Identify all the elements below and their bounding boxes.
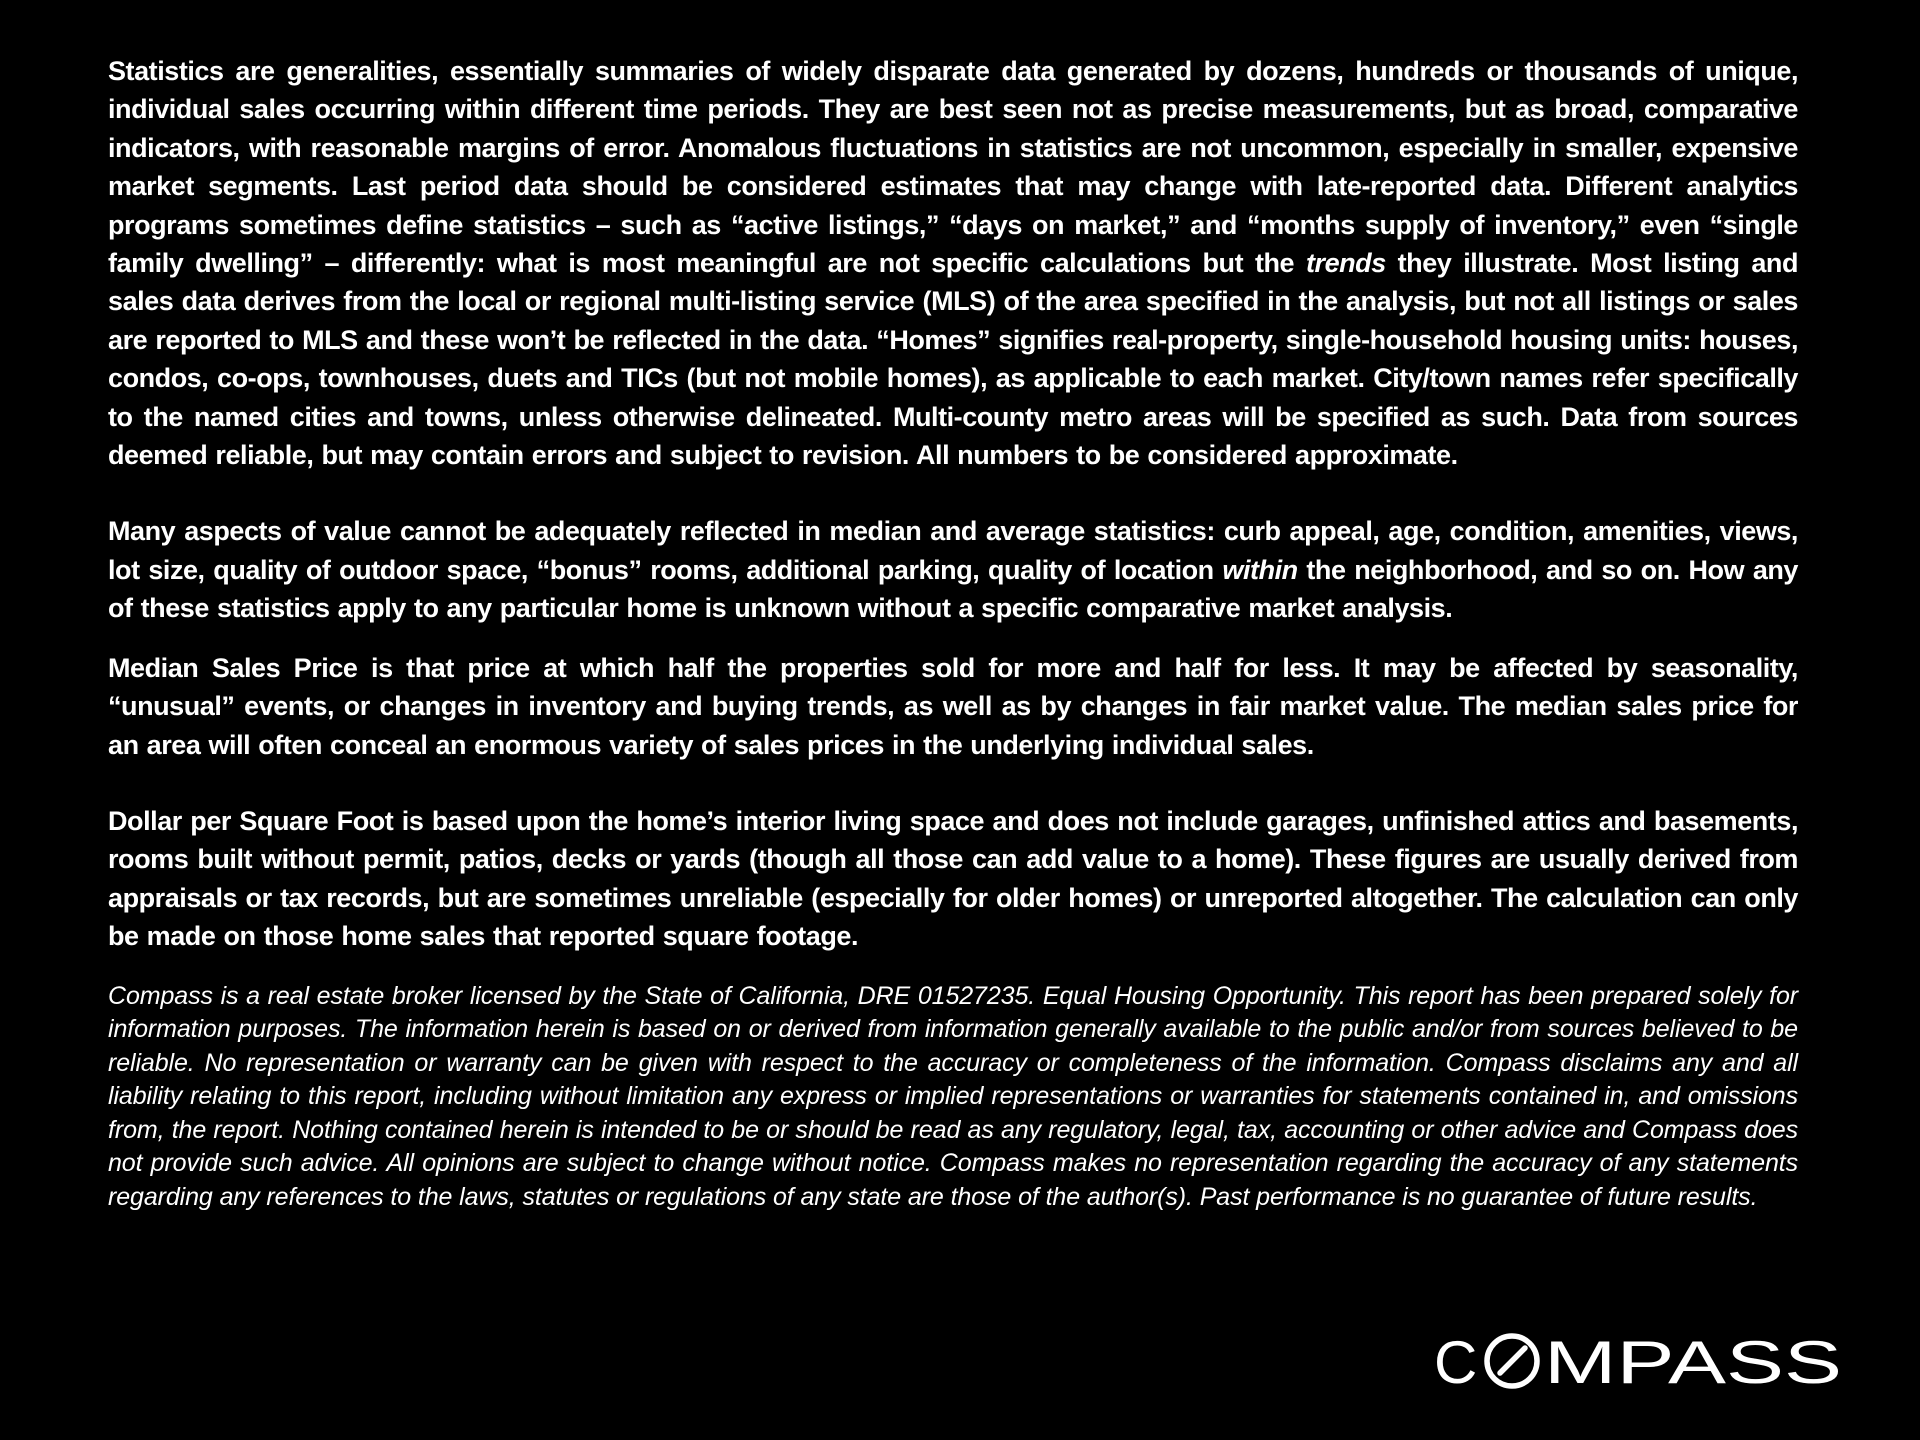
trends-emphasis: trends — [1305, 248, 1386, 279]
within-emphasis: within — [1222, 554, 1298, 585]
logo-letter-c: C — [1434, 1329, 1478, 1390]
disclosure-content — [108, 52, 1798, 1214]
legal-disclaimer: Compass is a real estate broker licensed by the State of California, DRE 01527235. Equal Housing Opportunity. This report has been prepared solely for information purposes. The information herein is based on or derived from information generally available to the public and/or from sources believed to be reliable. No representation or warranty can be given with respect to the accuracy or completeness of the information. Compass disclaims any and all liability relating to this report, including without limitation any express or implied representations or warranties for statements contained in, and omissions from, the report. Nothing contained herein is intended to be or should be read as any regulatory, legal, tax, accounting or other advice and Compass does not provide such advice. All opinions are subject to change without notice. Compass makes no representation regarding the accuracy of any statements regarding any references to the laws, statutes or regulations of any state are those of the author(s). Past performance is no guarantee of future results. — [108, 981, 1798, 1211]
value-aspects-paragraph — [108, 512, 1798, 627]
statistics-text-part-2: they illustrate. Most listing and sales data derives from the local or regional multi-listing service (MLS) of the area specified in the analysis, but not all listings or sales are reported to MLS and these won’t be reflected in the data. “Homes” signifies real-property, single-household housing units: houses, condos, co-ops, townhouses, duets and TICs (but not mobile homes), as applicable to each market. City/town names refer specifically to the named cities and towns, unless otherwise delineated. Multi-county metro areas will be specified as such. Data from sources deemed reliable, but may contain errors and subject to revision. All numbers to be considered approximate. — [108, 248, 1798, 471]
compass-logo — [1434, 1326, 1844, 1390]
logo-o-circle-icon — [1487, 1336, 1537, 1386]
value-aspects-text-part-1: Many aspects of value cannot be adequately reflected in median and average statistics: curb appeal, age, condition, amenities, views, lot size, quality of outdoor space, “bonus” rooms, additional parking, quality of location — [108, 516, 1798, 585]
value-aspects-text-part-2: the neighborhood, and so on. How any of these statistics apply to any particular home is unknown without a specific comparative market analysis. — [108, 554, 1798, 624]
statistics-text-part-1: Statistics are generalities, essentially summaries of widely disparate data generated by dozens, hundreds or thousands of unique, individual sales occurring within different time periods. They are best seen not as precise measurements, but as broad, comparative indicators, with reasonable margins of error. Anomalous fluctuations in statistics are not uncommon, especially in smaller, expensive market segments. Last period data should be considered estimates that may change with late-reported data. Different analytics programs sometimes define statistics – such as “active listings,” “days on market,” and “months supply of inventory,” even “single family dwelling” – differently: what is most meaningful are not specific calculations but the — [108, 56, 1798, 279]
dollar-per-square-foot-paragraph: Dollar per Square Foot is based upon the home’s interior living space and does not include garages, unfinished attics and basements, rooms built without permit, patios, decks or yards (though all those can add value to a home). These figures are usually derived from appraisals or tax records, but are sometimes unreliable (especially for older homes) or unreported altogether. The calculation can only be made on those home sales that reported square footage. — [108, 805, 1798, 952]
median-sales-price-paragraph: Median Sales Price is that price at which half the properties sold for more and half for less. It may be affected by seasonality, “unusual” events, or changes in inventory and buying trends, as well as by changes in fair market value. The median sales price for an area will often conceal an enormous variety of sales prices in the underlying individual sales. — [108, 652, 1798, 760]
statistics-paragraph — [108, 52, 1798, 474]
logo-letters-mpass: MPASS — [1544, 1329, 1842, 1390]
